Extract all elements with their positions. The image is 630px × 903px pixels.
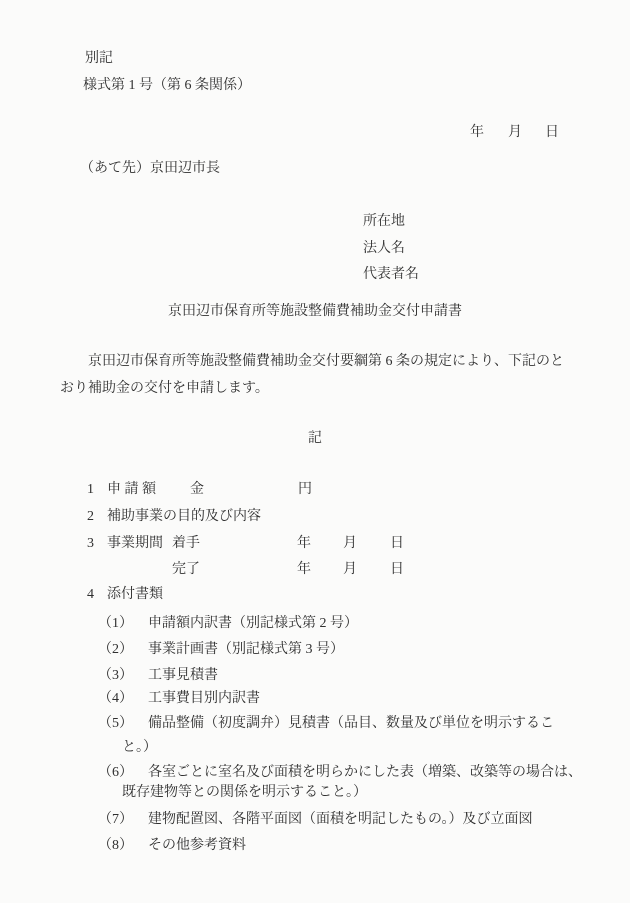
month-label: 月 <box>343 536 357 551</box>
attachment-text-continuation: と。） <box>122 740 157 755</box>
document-title: 京田辺市保育所等施設整備費補助金交付申請書 <box>168 304 462 319</box>
year-label: 年 <box>297 562 311 577</box>
attachment-number: （1） <box>98 616 133 631</box>
item-label: 補助事業の目的及び内容 <box>107 509 261 524</box>
attachment-number: （8） <box>98 838 133 853</box>
attachment-text: 事業計画書（別記様式第 3 号） <box>148 642 344 657</box>
attachment-number: （5） <box>98 716 133 731</box>
addressee-line <box>0 160 630 211</box>
amount-unit: 円 <box>298 482 312 497</box>
attachment-text: 申請額内訳書（別記様式第 2 号） <box>148 616 358 631</box>
body-paragraph-line-1: 京田辺市保育所等施設整備費補助金交付要綱第 6 条の規定により、下記のと <box>88 354 564 369</box>
item-label: 事業期間 <box>107 536 163 551</box>
attachment-text: 備品整備（初度調弁）見積書（品目、数量及び単位を明示するこ <box>148 716 554 731</box>
attachment-text: 工事費目別内訳書 <box>148 691 260 706</box>
year-label: 年 <box>297 536 311 551</box>
attachment-text-continuation: 既存建物等との関係を明示すること。） <box>122 785 367 800</box>
month-label: 月 <box>343 562 357 577</box>
amount-prefix: 金 <box>190 482 204 497</box>
period-end-label: 完了 <box>172 562 200 577</box>
item-number: 3 <box>87 536 94 551</box>
day-label: 日 <box>390 562 404 577</box>
item-number: 2 <box>87 509 94 524</box>
attachment-number: （7） <box>98 812 133 827</box>
attachment-number: （4） <box>98 691 133 706</box>
attachment-number: （3） <box>98 668 133 683</box>
form-number: 様式第 1 号（第 6 条関係） <box>83 78 251 93</box>
item-number: 4 <box>87 587 94 602</box>
attachment-number: （2） <box>98 642 133 657</box>
attachment-text: 各室ごとに室名及び面積を明らかにした表（増築、改築等の場合は、 <box>148 765 582 780</box>
period-start-label: 着手 <box>172 536 200 551</box>
item-number: 1 <box>87 482 94 497</box>
addressee: （あて先）京田辺市長 <box>80 161 220 176</box>
attachment-text: 工事見積書 <box>148 668 218 683</box>
item-label: 申 請 額 <box>107 482 156 497</box>
attachment-text: その他参考資料 <box>148 838 246 853</box>
applicant-field-address: 所在地 <box>363 214 405 229</box>
item-label: 添付書類 <box>107 587 163 602</box>
month-label: 月 <box>508 125 522 140</box>
form-note: 別記 <box>85 51 113 66</box>
day-label: 日 <box>545 125 559 140</box>
record-marker: 記 <box>308 431 322 446</box>
attachment-number: （6） <box>98 765 133 780</box>
year-label: 年 <box>470 125 484 140</box>
day-label: 日 <box>390 536 404 551</box>
form-number-line <box>0 77 630 128</box>
applicant-field-corporate-name: 法人名 <box>363 241 405 256</box>
attachment-text: 建物配置図、各階平面図（面積を明記したもの。）及び立面図 <box>148 812 533 827</box>
body-paragraph-line-2: おり補助金の交付を申請します。 <box>60 381 269 396</box>
body-paragraph-line-2-wrap <box>0 380 630 431</box>
attachment-row-8 <box>0 837 630 903</box>
applicant-field-representative: 代表者名 <box>363 267 419 282</box>
